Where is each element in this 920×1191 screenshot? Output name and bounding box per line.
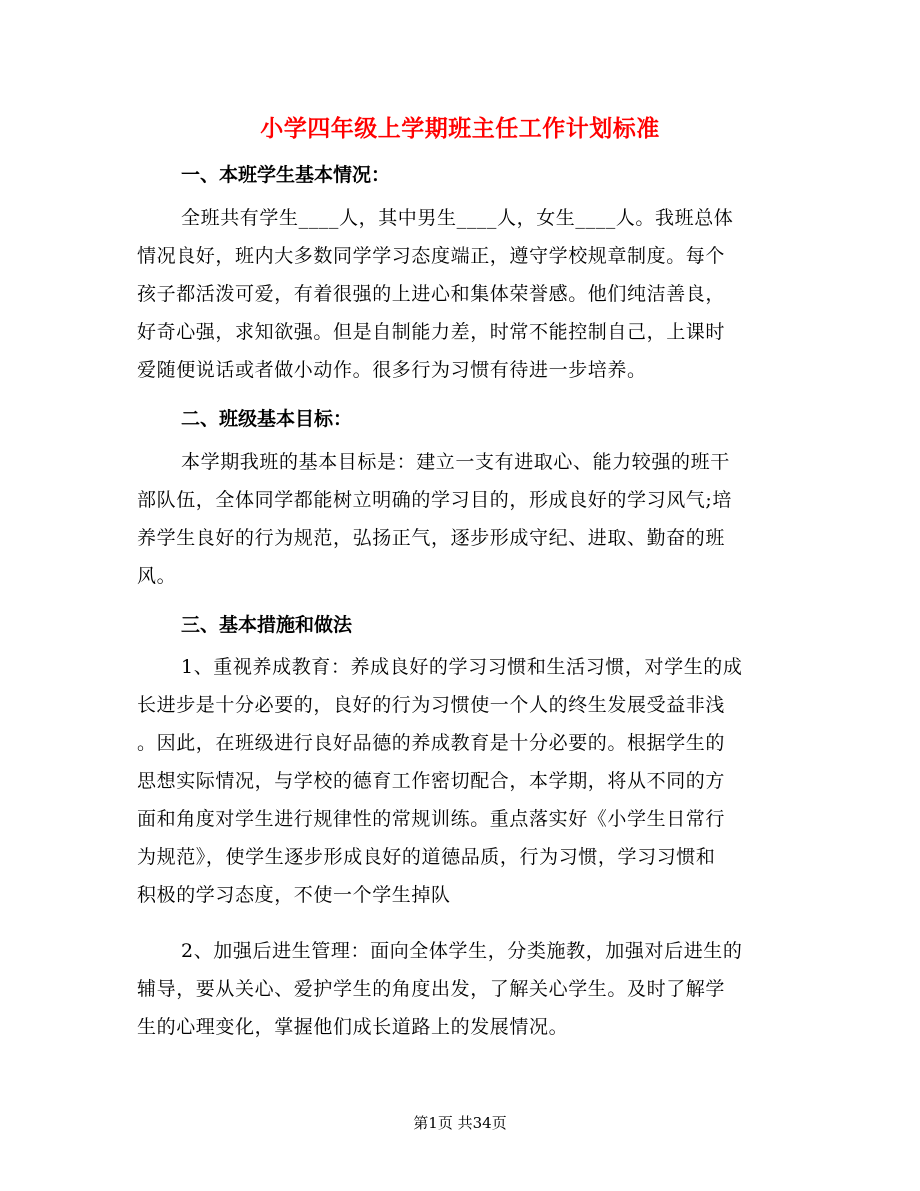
paragraph-line: 1、重视养成教育：养成良好的学习习惯和生活习惯，对学生的成 (181, 656, 743, 678)
paragraph-line: 爱随便说话或者做小动作。很多行为习惯有待进一步培养。 (137, 359, 647, 381)
document-title: 小学四年级上学期班主任工作计划标准 (260, 116, 660, 142)
paragraph-line: 风。 (137, 565, 177, 587)
paragraph-line: 面和角度对学生进行规律性的常规训练。重点落实好《小学生日常行 (137, 808, 726, 830)
paragraph-line: 好奇心强，求知欲强。但是自制能力差，时常不能控制自己，上课时 (137, 321, 726, 343)
page-number-footer: 第1页 共34页 (413, 1114, 507, 1132)
paragraph-line: 为规范》，使学生逐步形成良好的道德品质，行为习惯，学习习惯和 (137, 846, 716, 868)
section-heading-3: 三、基本措施和做法 (181, 614, 353, 636)
paragraph-line: 全班共有学生____人，其中男生____人，女生____人。我班总体 (181, 207, 734, 229)
section-heading-1: 一、本班学生基本情况： (181, 164, 391, 186)
paragraph-line: 养学生良好的行为规范，弘扬正气，逐步形成守纪、进取、勤奋的班 (137, 527, 726, 549)
paragraph-line: 辅导，要从关心、爱护学生的角度出发，了解关心学生。及时了解学 (137, 978, 726, 1000)
paragraph-line: 生的心理变化，掌握他们成长道路上的发展情况。 (137, 1016, 569, 1038)
paragraph-line: 长进步是十分必要的，良好的行为习惯使一个人的终生发展受益非浅 (137, 694, 726, 716)
paragraph-line: 思想实际情况，与学校的德育工作密切配合，本学期，将从不同的方 (137, 770, 726, 792)
paragraph-line: 情况良好，班内大多数同学学习态度端正，遵守学校规章制度。每个 (137, 245, 726, 267)
paragraph-line: 本学期我班的基本目标是：建立一支有进取心、能力较强的班干 (181, 451, 730, 473)
paragraph-line: 积极的学习态度，不使一个学生掉队 (137, 884, 451, 906)
paragraph-line: 部队伍，全体同学都能树立明确的学习目的，形成良好的学习风气;培 (137, 489, 733, 511)
paragraph-line: 2、加强后进生管理：面向全体学生，分类施教，加强对后进生的 (181, 940, 743, 962)
paragraph-line: 。因此，在班级进行良好品德的养成教育是十分必要的。根据学生的 (137, 732, 726, 754)
paragraph-line: 孩子都活泼可爱，有着很强的上进心和集体荣誉感。他们纯洁善良， (137, 283, 726, 305)
section-heading-2: 二、班级基本目标： (181, 408, 353, 430)
